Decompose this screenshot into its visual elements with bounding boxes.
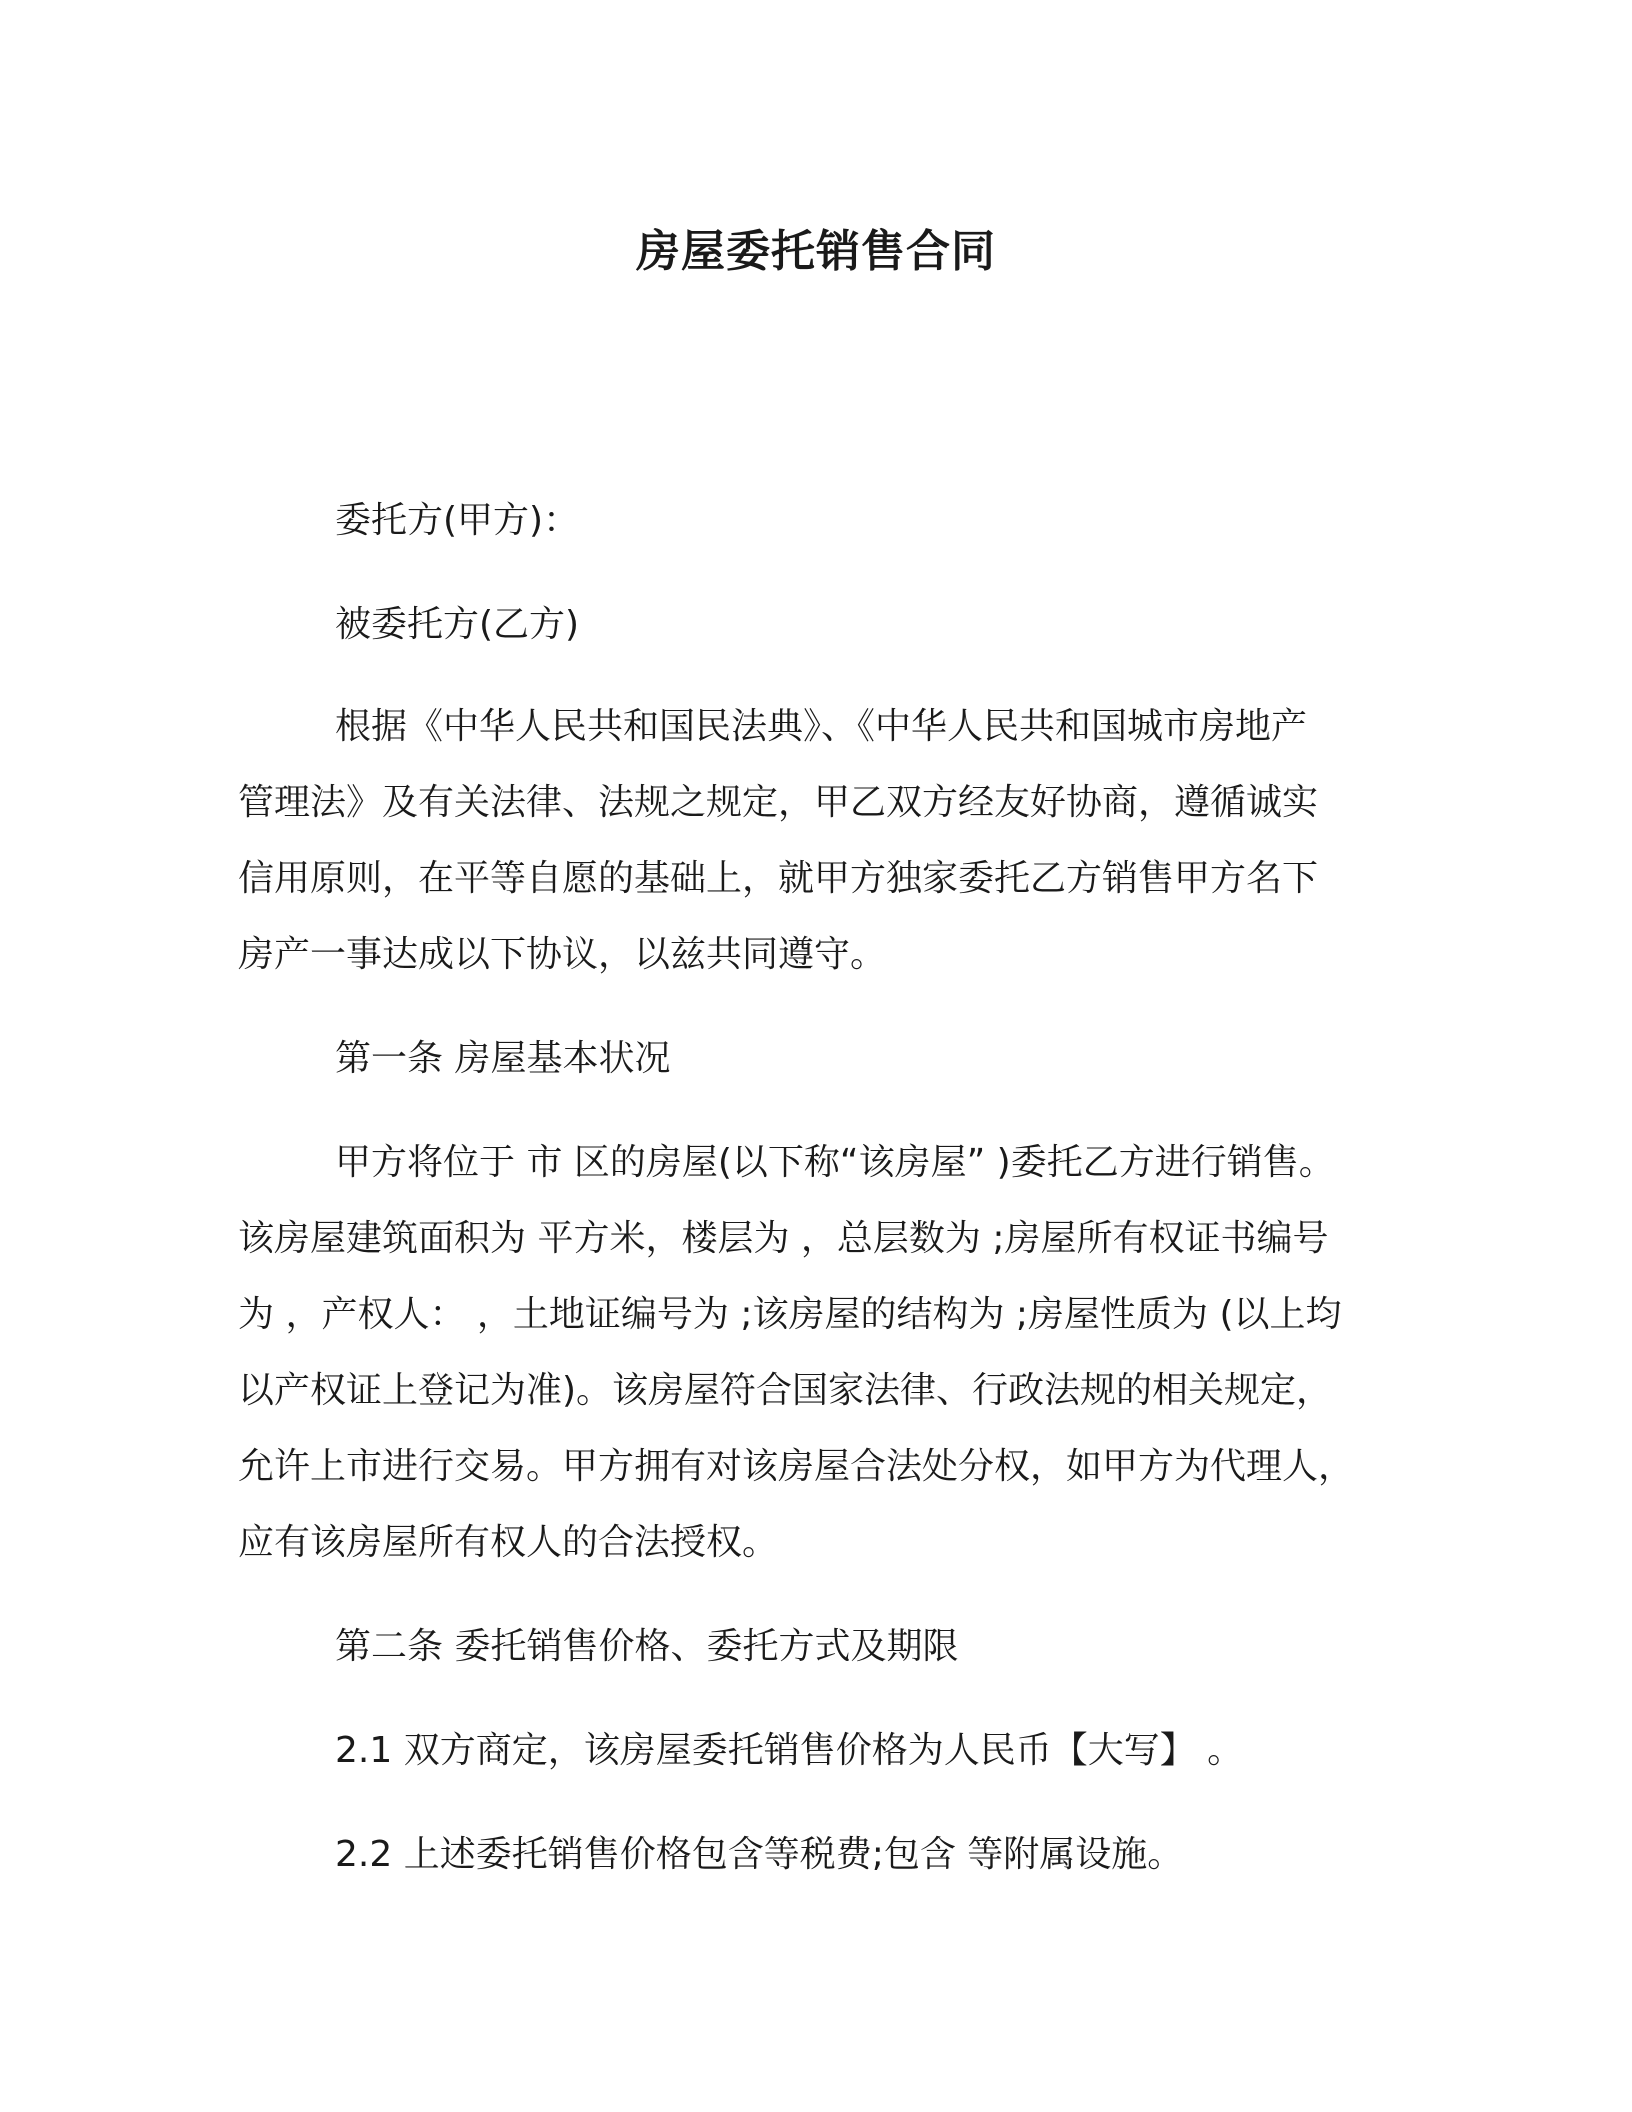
clause-2-2: 2.2 上述委托销售价格包含等税费;包含 等附属设施。 bbox=[335, 1834, 1184, 1875]
preamble-line: 根据《中华人民共和国民法典》、《中华人民共和国城市房地产 bbox=[335, 706, 1308, 747]
article-1-line: 允许上市进行交易。甲方拥有对该房屋合法处分权，如甲方为代理人， bbox=[238, 1446, 1355, 1487]
article-1-heading: 第一条 房屋基本状况 bbox=[335, 1038, 671, 1079]
article-1-line: 该房屋建筑面积为 平方米，楼层为 ，总层数为 ;房屋所有权证书编号 bbox=[238, 1218, 1329, 1259]
party-b-line: 被委托方(乙方) bbox=[335, 604, 580, 645]
article-1-line: 为 ，产权人： ，土地证编号为 ;该房屋的结构为 ;房屋性质为 (以上均 bbox=[238, 1294, 1342, 1335]
article-1-line: 以产权证上登记为准)。该房屋符合国家法律、行政法规的相关规定， bbox=[238, 1370, 1333, 1411]
preamble-line: 信用原则，在平等自愿的基础上，就甲方独家委托乙方销售甲方名下 bbox=[238, 858, 1319, 899]
article-1-line: 甲方将位于 市 区的房屋(以下称“该房屋” )委托乙方进行销售。 bbox=[335, 1142, 1335, 1183]
party-a-line: 委托方(甲方)： bbox=[335, 500, 580, 541]
preamble-line: 房产一事达成以下协议，以兹共同遵守。 bbox=[238, 934, 887, 975]
article-1-line: 应有该房屋所有权人的合法授权。 bbox=[238, 1522, 779, 1563]
document-title: 房屋委托销售合同 bbox=[636, 226, 996, 277]
preamble-line: 管理法》及有关法律、法规之规定，甲乙双方经友好协商，遵循诚实 bbox=[238, 782, 1319, 823]
clause-2-1: 2.1 双方商定，该房屋委托销售价格为人民币【大写】 。 bbox=[335, 1730, 1244, 1771]
article-2-heading: 第二条 委托销售价格、委托方式及期限 bbox=[335, 1626, 959, 1667]
